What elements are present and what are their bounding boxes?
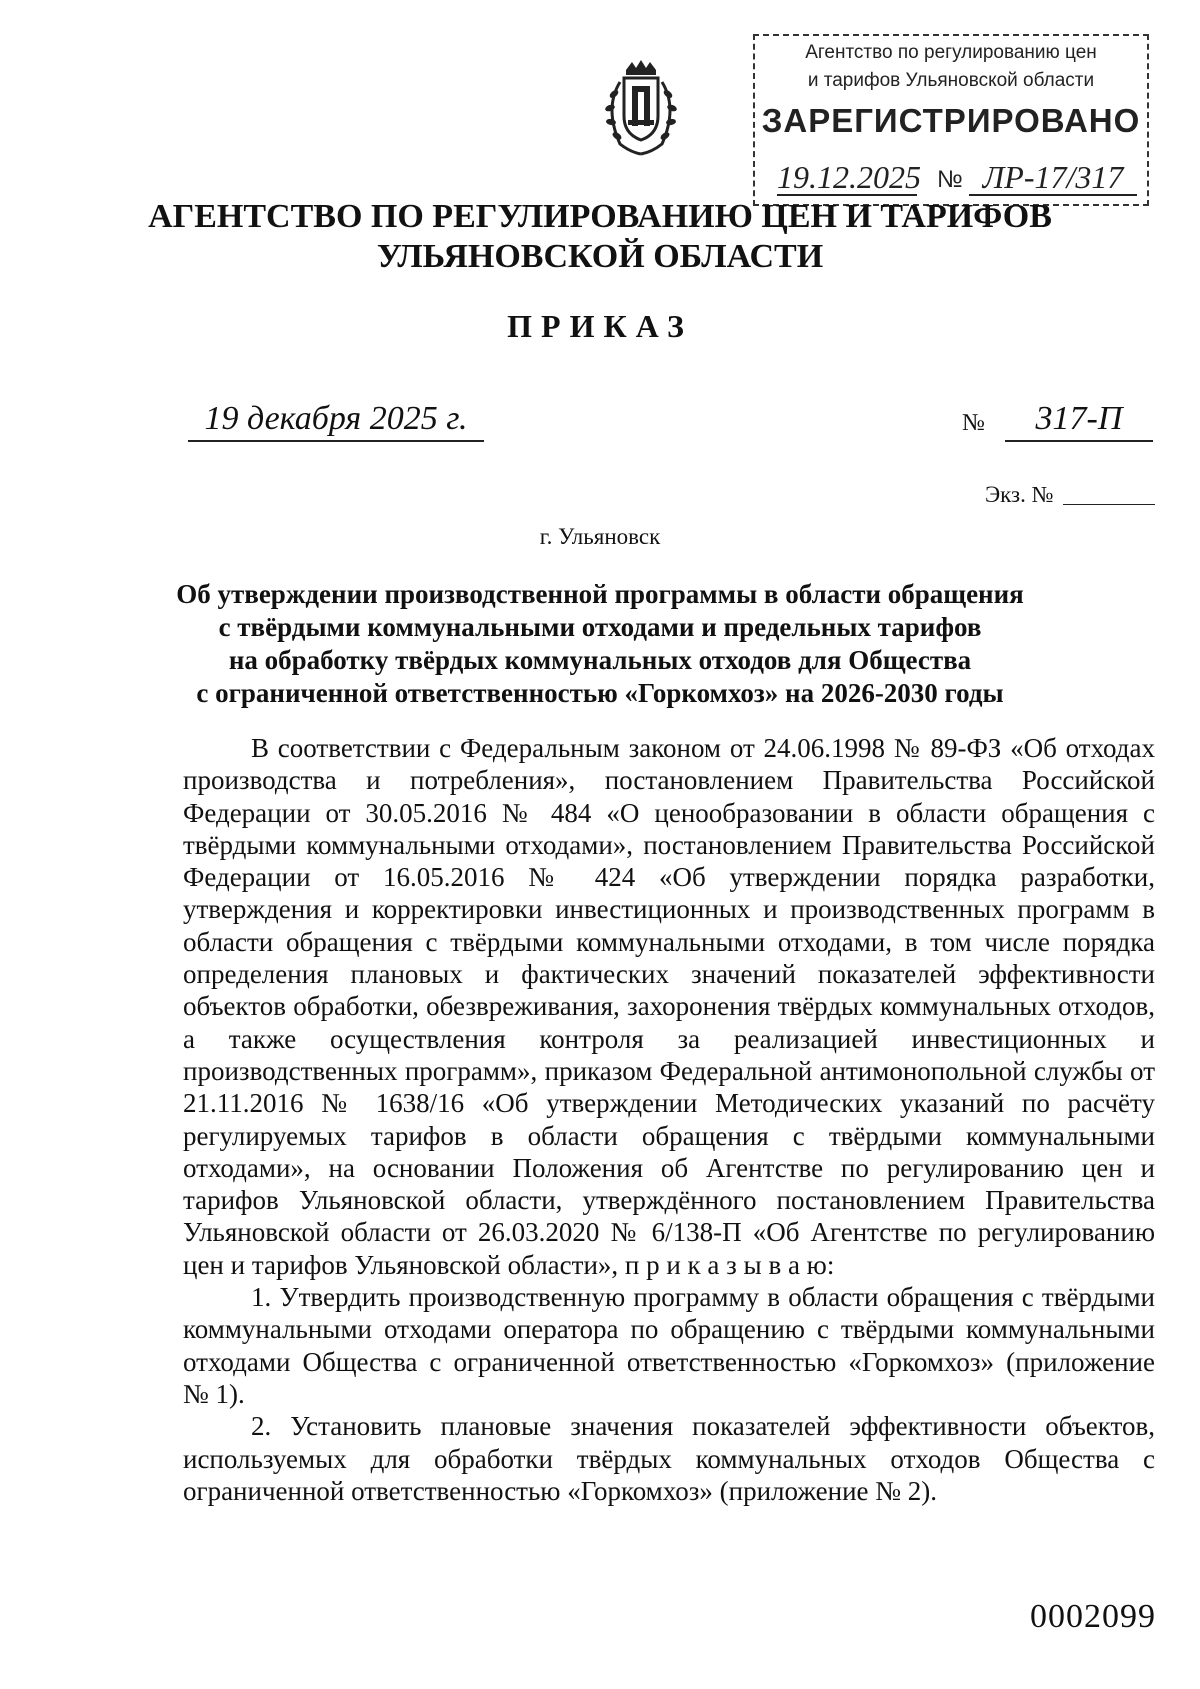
stamp-agency-line1: Агентство по регулированию цен bbox=[805, 42, 1097, 63]
order-date: 19 декабря 2025 г. bbox=[188, 398, 484, 442]
agency-title-line2: УЛЬЯНОВСКОЙ ОБЛАСТИ bbox=[376, 238, 824, 275]
agency-title-line1: АГЕНТСТВО ПО РЕГУЛИРОВАНИЮ ЦЕН И ТАРИФОВ bbox=[148, 198, 1052, 235]
preamble-text: В соответствии с Федеральным законом от 24.06.1998 № 89-ФЗ «Об отходах производства и потребления», постановлением Правительства Российской Федерации от 30.05.2016 № 484 «О ценообразовании в области обращения с твёрдыми коммунальными отходами», постановлением Правительства Российской Федерации от 16.05.2016 № 424 «Об утверждении порядка разработки, утверждения и корректировки инвестиционных и производственных программ в области обращения с твёрдыми коммунальными отходами, в том числе порядка определения плановых и фактических значений показателей эффективности объектов обработки, обезвреживания, захоронения твёрдых коммунальных отходов, а также осуществления контроля за реализацией инвестиционных и производственных программ», приказом Федеральной антимонопольной службы от 21.11.2016 № 1638/16 «Об утверждении Методических указаний по расчёту регулируемых тарифов в области обращения с твёрдыми коммунальными отходами», на основании Положения об Агентстве по регулированию цен и тарифов Ульяновской области, утверждённого постановлением Правительства Ульяновской области от 26.03.2020 № 6/138-П «Об Агентстве по регулированию цен и тарифов Ульяновской области», bbox=[183, 733, 1155, 1280]
subject-line: с ограниченной ответственностью «Горкомхоз» на 2026-2030 годы bbox=[196, 678, 1004, 708]
stamp-number-label: № bbox=[937, 166, 963, 193]
city: г. Ульяновск bbox=[539, 524, 661, 549]
order-subject bbox=[150, 578, 1050, 710]
order-body bbox=[183, 732, 1155, 1507]
copy-number-line bbox=[1063, 504, 1155, 505]
document-type: ПРИКАЗ bbox=[507, 308, 693, 344]
order-word: п р и к а з ы в а ю: bbox=[624, 1249, 835, 1280]
item-1: 1. Утвердить производственную программу в области обращения с твёрдыми коммунальными отходами оператора по обращению с твёрдыми коммунальными отходами Общества с ограниченной ответственностью «Горкомхоз» (приложение № 1). bbox=[183, 1282, 1155, 1409]
subject-line: с твёрдыми коммунальными отходами и предельных тарифов bbox=[218, 612, 982, 642]
stamp-date: 19.12.2025 bbox=[777, 159, 921, 195]
order-number: 317-П bbox=[1005, 398, 1153, 442]
stamp-number: ЛР-17/317 bbox=[969, 160, 1137, 196]
order-number-label: № bbox=[962, 410, 985, 436]
ulyanovsk-coat-of-arms-icon bbox=[598, 58, 684, 158]
stamp-agency-line2: и тарифов Ульяновской области bbox=[807, 70, 1095, 91]
registration-stamp bbox=[753, 34, 1149, 206]
item-2: 2. Установить плановые значения показателей эффективности объектов, используемых для обработки твёрдых коммунальных отходов Общества с ограниченной ответственностью «Горкомхоз» (приложение № 2). bbox=[183, 1411, 1155, 1506]
page-code: 0002099 bbox=[1030, 1598, 1156, 1635]
stamp-status: ЗАРЕГИСТРИРОВАНО bbox=[761, 102, 1141, 139]
preamble-paragraph bbox=[183, 732, 1155, 1281]
copy-number-label: Экз. № bbox=[985, 482, 1054, 507]
subject-line: Об утверждении производственной программы в области обращения bbox=[176, 579, 1024, 609]
subject-line: на обработку твёрдых коммунальных отходов для Общества bbox=[228, 645, 972, 675]
